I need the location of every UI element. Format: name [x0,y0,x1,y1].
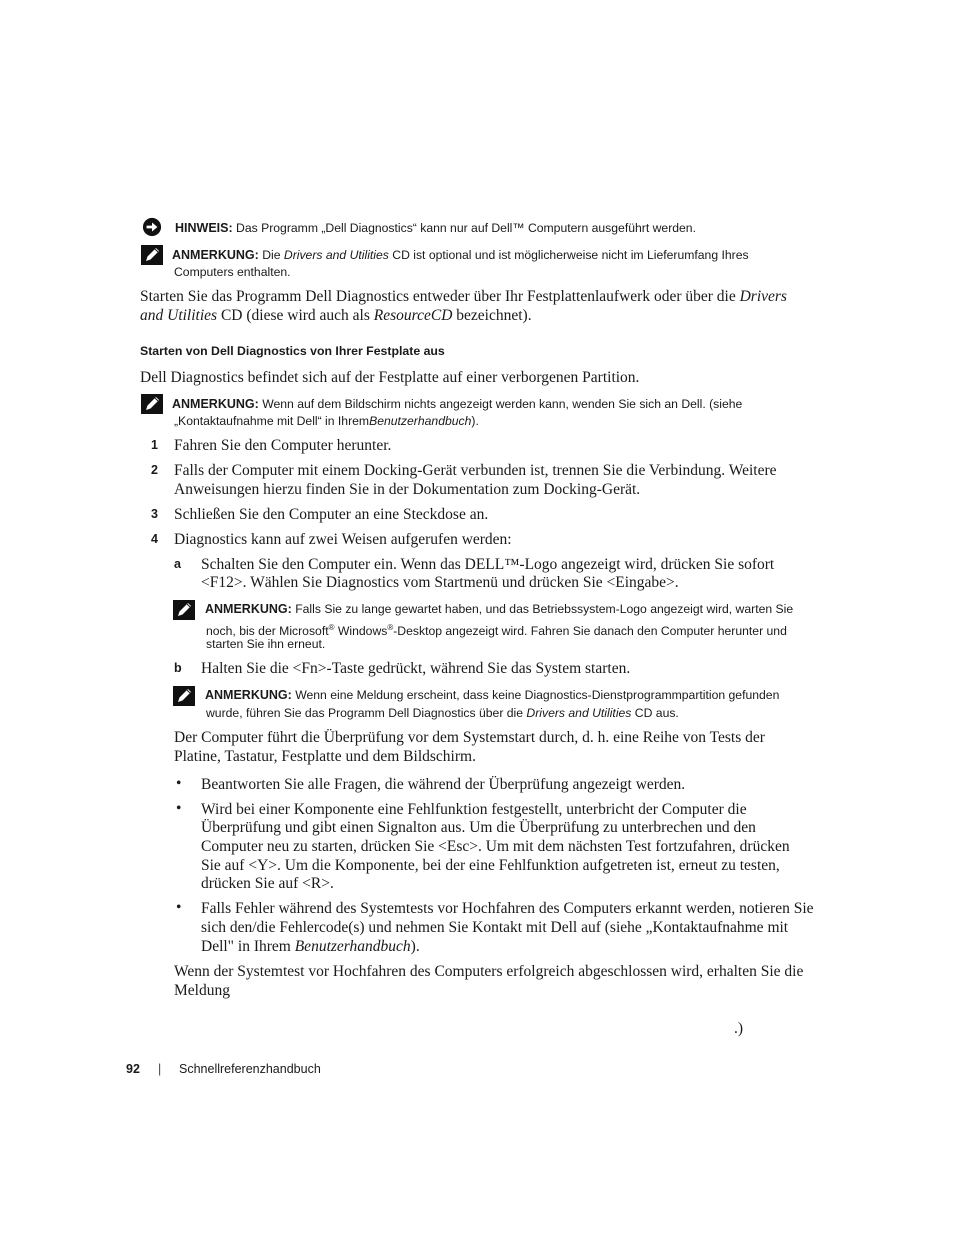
substep-letter: b [174,661,182,675]
note-3-line-2c: -Desktop angezeigt wird. Fahren Sie danach den Computer herunter und [393,624,787,639]
note-pencil-icon [173,686,195,706]
step-number: 2 [151,463,158,477]
closing-trailing: .) [734,1020,744,1037]
step-number: 3 [151,507,158,521]
note-3 [205,601,793,618]
intro-line-2 [140,306,532,325]
bullet-1-text: Beantworten Sie alle Fragen, die während der Überprüfung angezeigt werden. [201,776,686,793]
note-pencil-icon [141,394,163,414]
note-2 [172,396,742,413]
bullet-2-line: Sie auf <Y>. Um die Komponente, bei der eine Fehlfunktion aufgetreten ist, erneut zu testen, [201,857,780,874]
note-4-line-2-post: CD aus. [634,706,679,720]
intro-text: Starten Sie das Programm Dell Diagnostics entweder über Ihr Festplattenlaufwerk oder über die [140,288,736,305]
bullet-2-line: Wird bei einer Komponente eine Fehlfunktion festgestellt, unterbricht der Computer die [201,801,747,818]
intro-italic-resourcecd: ResourceCD [373,307,453,324]
bullet-3-line-1: Falls Fehler während des Systemtests vor Hochfahren des Computers erkannt werden, notieren Sie [201,900,814,917]
closing-line-2: Meldung [174,982,230,999]
intro-italic-drivers: Drivers [739,288,787,305]
note-1-text-pre: Die [262,248,281,262]
substep-a-line-1: Schalten Sie den Computer ein. Wenn das DELL™-Logo angezeigt wird, drücken Sie sofort [201,556,775,573]
substep-b-line-1: Halten Sie die <Fn>-Taste gedrückt, während Sie das System starten. [201,660,631,677]
note-3-line-3: starten Sie ihn erneut. [206,637,326,651]
note-3-label: ANMERKUNG: [205,602,292,616]
note-1-italic: Drivers and Utilities [283,248,389,262]
note-3-line-2a: noch, bis der Microsoft [206,624,329,639]
step-text: Diagnostics kann auf zwei Weisen aufgerufen werden: [174,531,512,548]
page-number: 92 [126,1062,140,1076]
note-3-line-2b: Windows [334,624,388,639]
registered-mark: ® [387,623,394,632]
bullet-3-line-3 [201,937,420,956]
step-text: Anweisungen hierzu finden Sie in der Dokumentation zum Docking-Gerät. [174,481,641,498]
note-2-line2-italic: Benutzerhandbuch [369,414,472,428]
preboot-line-1: Der Computer führt die Überprüfung vor dem Systemstart durch, d. h. eine Reihe von Tests der [174,729,765,746]
step-number: 4 [151,532,158,546]
section-intro: Dell Diagnostics befindet sich auf der Festplatte auf einer verborgenen Partition. [140,369,640,386]
closing-line-1: Wenn der Systemtest vor Hochfahren des Computers erfolgreich abgeschlossen wird, erhalten Sie die [174,963,804,980]
note-4-line-1: Wenn eine Meldung erscheint, dass keine Diagnostics-Dienstprogrammpartition gefunden [295,688,780,702]
bullet-dot: • [176,899,182,916]
substep-letter: a [174,557,181,571]
note-1-text-post: CD ist optional und ist möglicherweise nicht im Lieferumfang Ihres [392,248,749,262]
note-1 [172,247,749,264]
note-3-line-1: Falls Sie zu lange gewartet haben, und das Betriebssystem-Logo angezeigt wird, warten Sie [295,602,794,616]
notice-text: Das Programm „Dell Diagnostics“ kann nur auf Dell™ Computern ausgeführt werden. [236,221,696,235]
intro-line-1 [140,287,787,306]
bullet-dot: • [176,775,182,792]
substep-a-line-2: <F12>. Wählen Sie Diagnostics vom Startmenü und drücken Sie <Eingabe>. [201,574,679,591]
preboot-line-2: Platine, Tastatur, Festplatte und dem Bildschirm. [174,748,476,765]
note-2-label: ANMERKUNG: [172,397,259,411]
section-heading: Starten von Dell Diagnostics von Ihrer Festplate aus [140,344,445,358]
note-1-label: ANMERKUNG: [172,248,259,262]
bullet-2-line: Computer neu zu starten, drücken Sie <Esc>. Um mit dem nächsten Test fortzufahren, drücken [201,838,790,855]
note-2-text: Wenn auf dem Bildschirm nichts angezeigt werden kann, wenden Sie sich an Dell. (siehe [262,397,743,411]
bullet-2-line: Überprüfung und gibt einen Signalton aus. Um die Überprüfung zu unterbrechen und den [201,819,756,836]
note-2-line2-pre: „Kontaktaufnahme mit Dell“ in Ihrem [174,414,370,428]
registered-mark: ® [328,623,335,632]
bullet-2-line: drücken Sie auf <R>. [201,875,334,892]
note-2-line2 [174,413,479,430]
note-pencil-icon [141,245,163,265]
note-4-line-2 [206,705,679,722]
bullet-3-line-3-pre: Dell" in Ihrem [201,938,291,955]
notice-label: HINWEIS: [175,221,233,235]
bullet-3-line-3-post: ). [410,938,420,955]
notice [175,220,696,237]
note-1-line2: Computers enthalten. [174,265,291,279]
note-4 [205,687,779,704]
notice-arrow-icon [141,217,163,237]
bullet-3-line-3-italic: Benutzerhandbuch [294,938,411,955]
footer-separator: | [158,1062,162,1076]
step-text: Fahren Sie den Computer herunter. [174,437,392,454]
step-text: Schließen Sie den Computer an eine Steckdose an. [174,506,489,523]
step-text: Falls der Computer mit einem Docking-Gerät verbunden ist, trennen Sie die Verbindung. Weitere [174,462,777,479]
note-4-line-2-pre: wurde, führen Sie das Programm Dell Diagnostics über die [206,706,524,720]
note-4-line-2-italic: Drivers and Utilities [526,706,632,720]
intro-italic-utilities: and Utilities [140,307,218,324]
note-4-label: ANMERKUNG: [205,688,292,702]
bullet-dot: • [176,800,182,817]
intro-text-mid: CD (diese wird auch als [220,307,370,324]
step-number: 1 [151,438,158,452]
bullet-3-line-2: sich den/die Fehlercode(s) und nehmen Sie Kontakt mit Dell auf (siehe „Kontaktaufnahme mit [201,919,789,936]
footer-title: Schnellreferenzhandbuch [179,1062,321,1076]
intro-text-post: bezeichnet). [456,307,532,324]
note-2-line2-post: ). [471,414,479,428]
note-pencil-icon [173,600,195,620]
